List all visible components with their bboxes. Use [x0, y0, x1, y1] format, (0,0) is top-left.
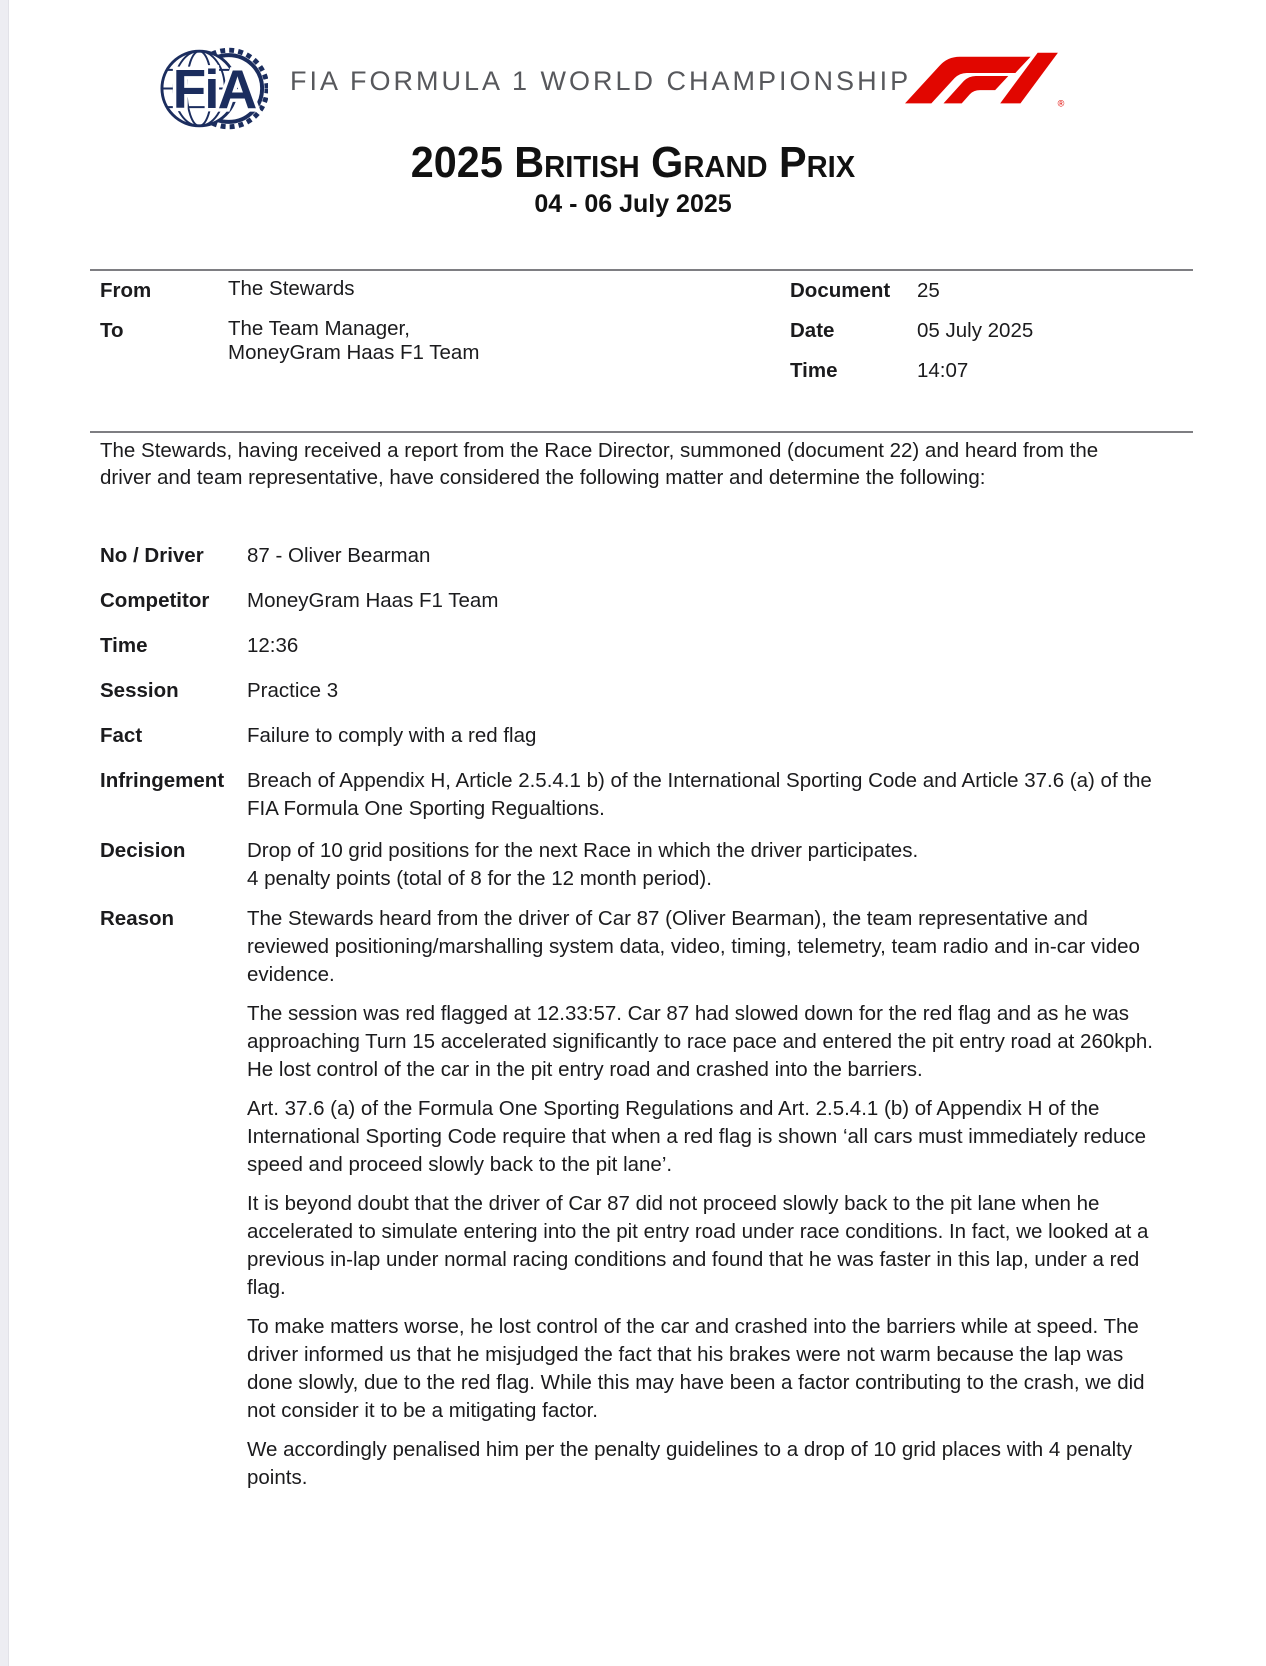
date-value: 05 July 2025 — [917, 319, 1034, 342]
document-value: 25 — [917, 279, 940, 302]
session-label: Session — [100, 679, 179, 702]
event-title: 2025 British Grand Prix — [410, 138, 856, 187]
championship-heading: FIA FORMULA 1 WORLD CHAMPIONSHIP — [290, 66, 912, 96]
decision-line2: 4 penalty points (total of 8 for the 12 month period). — [247, 867, 712, 890]
reason-paragraph-1: The Stewards heard from the driver of Car 87 (Oliver Bearman), the team representative and reviewed positioning/marshalling system data, video, timing, telemetry, team radio and in-car video evidence. — [247, 907, 1140, 986]
meta-document-info — [790, 277, 1120, 397]
time-row — [790, 357, 1120, 384]
time-of-incident-label: Time — [100, 634, 148, 657]
fia-logo-icon — [160, 30, 268, 148]
fact-value: Failure to comply with a red flag — [247, 724, 537, 747]
from-label: From — [100, 279, 152, 302]
reason-label: Reason — [100, 907, 175, 930]
reason-paragraph-5: To make matters worse, he lost control of the car and crashed into the barriers while at speed. The driver informed us that he misjudged the fact that his brakes were not warm because the lap was done slowly, due to the red flag. While this may have been a factor contributing to the crash, we did not consider it to be a mitigating factor. — [247, 1315, 1145, 1422]
decision-row — [100, 837, 1170, 893]
reason-paragraph-2: The session was red flagged at 12.33:57. Car 87 had slowed down for the red flag and as he was approaching Turn 15 accelerated significantly to race pace and entered the pit entry road at 260kph. He lost control of the car in the pit entry road and crashed into the barriers. — [247, 1002, 1154, 1081]
reason-paragraph-6: We accordingly penalised him per the penalty guidelines to a drop of 10 grid places with 4 penalty points. — [247, 1438, 1133, 1489]
to-label: To — [100, 319, 124, 342]
fia-logo-text: FiA — [172, 58, 256, 121]
decision-value — [247, 837, 1170, 893]
infringement-row — [100, 767, 1170, 823]
time-value: 14:07 — [917, 359, 969, 382]
reason-paragraph-4: It is beyond doubt that the driver of Car 87 did not proceed slowly back to the pit lane when he accelerated to simulate entering into the pit entry road under race conditions. In fact, we looked at a previous in-lap under normal racing conditions and found that he was faster in this lap, under a red flag. — [247, 1192, 1149, 1299]
document-label: Document — [790, 279, 891, 302]
reason-row — [100, 905, 1170, 1492]
competitor-value: MoneyGram Haas F1 Team — [247, 589, 499, 612]
date-row — [790, 317, 1120, 344]
date-label: Date — [790, 319, 835, 342]
divider-top — [90, 269, 1193, 271]
divider-bottom — [90, 431, 1193, 433]
session-row — [100, 677, 1170, 705]
reason-value — [247, 905, 1170, 1492]
to-value-line1: The Team Manager, — [228, 317, 410, 340]
decision-line1: Drop of 10 grid positions for the next Race in which the driver participates. — [247, 839, 919, 862]
reason-paragraph-3: Art. 37.6 (a) of the Formula One Sporting Regulations and Art. 2.5.4.1 (b) of Appendix H of the International Sporting Code require that when a red flag is shown ‘all cars must immediately reduce speed and proceed slowly back to the pit lane’. — [247, 1097, 1147, 1176]
infringement-value: Breach of Appendix H, Article 2.5.4.1 b) of the International Sporting Code and Article 37.6 (a) of the FIA Formula One Sporting Regualtions. — [247, 769, 1152, 820]
event-date-range: 04 - 06 July 2025 — [534, 190, 732, 218]
from-value: The Stewards — [228, 277, 355, 300]
f1-registered-mark: ® — [1057, 98, 1065, 109]
fact-row — [100, 722, 1170, 750]
session-value: Practice 3 — [247, 679, 339, 702]
time-label: Time — [790, 359, 838, 382]
meta-from-to — [100, 277, 660, 378]
from-row — [100, 277, 660, 304]
intro-paragraph: The Stewards, having received a report from the Race Director, summoned (document 22) and heard from the driver and team representative, have considered the following matter and determine the following: — [100, 439, 1099, 489]
f1-logo-icon — [903, 46, 1065, 110]
no-driver-value: 87 - Oliver Bearman — [247, 544, 431, 567]
to-value — [228, 317, 660, 365]
no-driver-row — [100, 542, 1170, 570]
competitor-row — [100, 587, 1170, 615]
to-value-line2: MoneyGram Haas F1 Team — [228, 341, 480, 364]
infringement-label: Infringement — [100, 769, 225, 792]
to-row — [100, 317, 660, 365]
no-driver-label: No / Driver — [100, 544, 204, 567]
time-of-incident-row — [100, 632, 1170, 660]
decision-label: Decision — [100, 839, 186, 862]
competitor-label: Competitor — [100, 589, 210, 612]
decision-fields — [100, 542, 1170, 1509]
document-row — [790, 277, 1120, 304]
page-edge — [0, 0, 9, 1666]
fact-label: Fact — [100, 724, 143, 747]
time-of-incident-value: 12:36 — [247, 634, 299, 657]
